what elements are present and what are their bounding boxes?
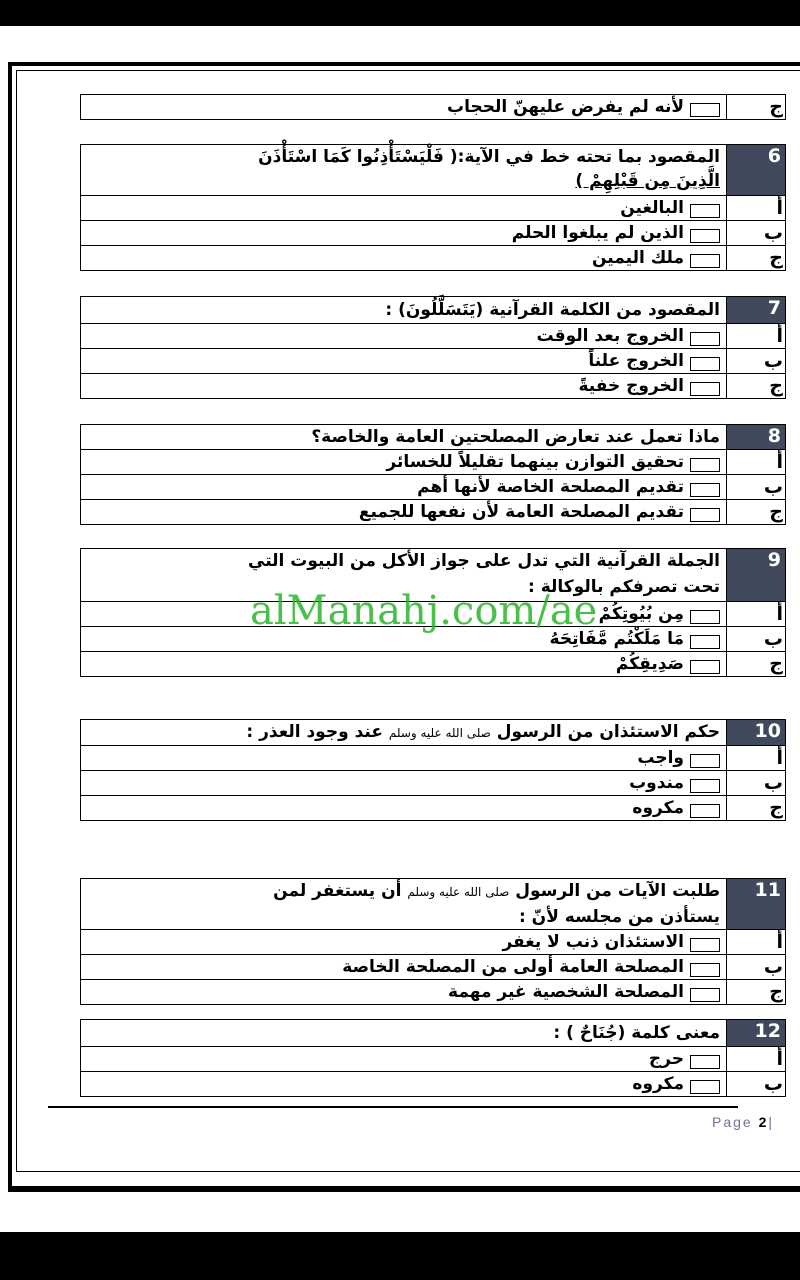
answer-checkbox[interactable] xyxy=(690,938,720,952)
question-text: المقصود بما تحته خط في الآية:( فَلْيَسْتَأْذِنُوا كَمَا اسْتَأْذَنَ الَّذِينَ مِن قَبْلِهِمْ ) xyxy=(81,145,727,196)
question-text: معنى كلمة (جُنَاحٌ ) : xyxy=(81,1020,727,1047)
option-label: ب xyxy=(727,1072,786,1097)
footer-rule xyxy=(48,1106,738,1108)
option-label: أ xyxy=(727,746,786,771)
option-label: ج xyxy=(727,246,786,271)
option-text: مِن بُيُوتِكُمْ xyxy=(598,604,684,624)
option-label: ب xyxy=(727,221,786,246)
answer-checkbox[interactable] xyxy=(690,610,720,624)
question-12 xyxy=(80,1019,786,1097)
option-label: ب xyxy=(727,955,786,980)
answer-checkbox[interactable] xyxy=(690,204,720,218)
option-label: ج xyxy=(727,980,786,1005)
question-5-tail xyxy=(80,94,786,120)
option-text: تقديم المصلحة الخاصة لأنها أهم xyxy=(417,477,684,497)
answer-checkbox[interactable] xyxy=(690,229,720,243)
option-label: أ xyxy=(727,1047,786,1072)
option-label: أ xyxy=(727,196,786,221)
question-number: 7 xyxy=(727,297,786,324)
option-text: لأنه لم يفرض عليهنّ الحجاب xyxy=(447,97,684,117)
answer-checkbox[interactable] xyxy=(690,357,720,371)
question-11 xyxy=(80,878,786,1005)
question-8 xyxy=(80,424,786,525)
option-text: تحقيق التوازن بينهما تقليلاً للخسائر xyxy=(386,452,684,472)
option-text: المصلحة العامة أولى من المصلحة الخاصة xyxy=(342,957,684,977)
answer-checkbox[interactable] xyxy=(690,1055,720,1069)
answer-checkbox[interactable] xyxy=(690,988,720,1002)
answer-checkbox[interactable] xyxy=(690,382,720,396)
option-label: ب xyxy=(727,771,786,796)
question-6 xyxy=(80,144,786,271)
answer-checkbox[interactable] xyxy=(690,804,720,818)
answer-checkbox[interactable] xyxy=(690,779,720,793)
option-label: ج xyxy=(727,652,786,677)
option-text: الخروج خفيةً xyxy=(578,376,684,396)
option-text: البالغين xyxy=(620,198,684,218)
question-number: 9 xyxy=(727,549,786,602)
option-label: ج xyxy=(727,95,786,120)
question-number: 6 xyxy=(727,145,786,196)
option-text: واجب xyxy=(637,748,684,768)
option-label: ب xyxy=(727,475,786,500)
answer-checkbox[interactable] xyxy=(690,103,720,117)
option-text: صَدِيقِكُمْ xyxy=(615,654,684,674)
option-label: ب xyxy=(727,349,786,374)
option-text: مكروه xyxy=(632,1074,684,1094)
answer-checkbox[interactable] xyxy=(690,635,720,649)
option-text: المصلحة الشخصية غير مهمة xyxy=(448,982,684,1002)
option-label: ج xyxy=(727,796,786,821)
bottom-black-bar xyxy=(0,1232,800,1280)
option-text: الذين لم يبلغوا الحلم xyxy=(511,223,684,243)
page-number: Page 2| xyxy=(712,1114,775,1130)
question-number: 12 xyxy=(727,1020,786,1047)
question-text: المقصود من الكلمة القرآنية (يَتَسَلَّلُونَ) : xyxy=(81,297,727,324)
watermark: alManahj.com/ae xyxy=(250,588,598,634)
option-label: ج xyxy=(727,500,786,525)
answer-checkbox[interactable] xyxy=(690,660,720,674)
option-text: مندوب xyxy=(629,773,684,793)
question-text: ماذا تعمل عند تعارض المصلحتين العامة والخاصة؟ xyxy=(81,425,727,450)
option-label: أ xyxy=(727,602,786,627)
answer-checkbox[interactable] xyxy=(690,458,720,472)
option-label: أ xyxy=(727,930,786,955)
top-black-bar xyxy=(0,0,800,26)
question-text: حكم الاستئذان من الرسول صلى الله عليه وسلم عند وجود العذر : xyxy=(81,720,727,746)
answer-checkbox[interactable] xyxy=(690,483,720,497)
question-10 xyxy=(80,719,786,821)
option-text: الخروج بعد الوقت xyxy=(536,326,684,346)
answer-checkbox[interactable] xyxy=(690,332,720,346)
option-text: ملك اليمين xyxy=(592,248,684,268)
answer-checkbox[interactable] xyxy=(690,754,720,768)
option-label: أ xyxy=(727,324,786,349)
option-text: مكروه xyxy=(632,798,684,818)
option-text: الخروج علناً xyxy=(588,351,684,371)
answer-checkbox[interactable] xyxy=(690,1080,720,1094)
question-text: طلبت الآيات من الرسول صلى الله عليه وسلم أن يستغفر لمن يستأذن من مجلسه لأنّ : xyxy=(81,879,727,930)
question-number: 8 xyxy=(727,425,786,450)
question-7 xyxy=(80,296,786,399)
option-text: حرج xyxy=(648,1049,684,1069)
question-number: 10 xyxy=(727,720,786,746)
answer-checkbox[interactable] xyxy=(690,254,720,268)
option-label: ب xyxy=(727,627,786,652)
question-text: الجملة القرآنية التي تدل على جواز الأكل من البيوت التي تحت تصرفكم بالوكالة : xyxy=(81,549,727,602)
question-number: 11 xyxy=(727,879,786,930)
option-text: مَا مَلَكْتُم مَّفَاتِحَهُ xyxy=(549,629,684,649)
option-text: تقديم المصلحة العامة لأن نفعها للجميع xyxy=(358,502,684,522)
option-label: أ xyxy=(727,450,786,475)
answer-checkbox[interactable] xyxy=(690,508,720,522)
option-label: ج xyxy=(727,374,786,399)
answer-checkbox[interactable] xyxy=(690,963,720,977)
option-text: الاستئذان ذنب لا يغفر xyxy=(502,932,684,952)
